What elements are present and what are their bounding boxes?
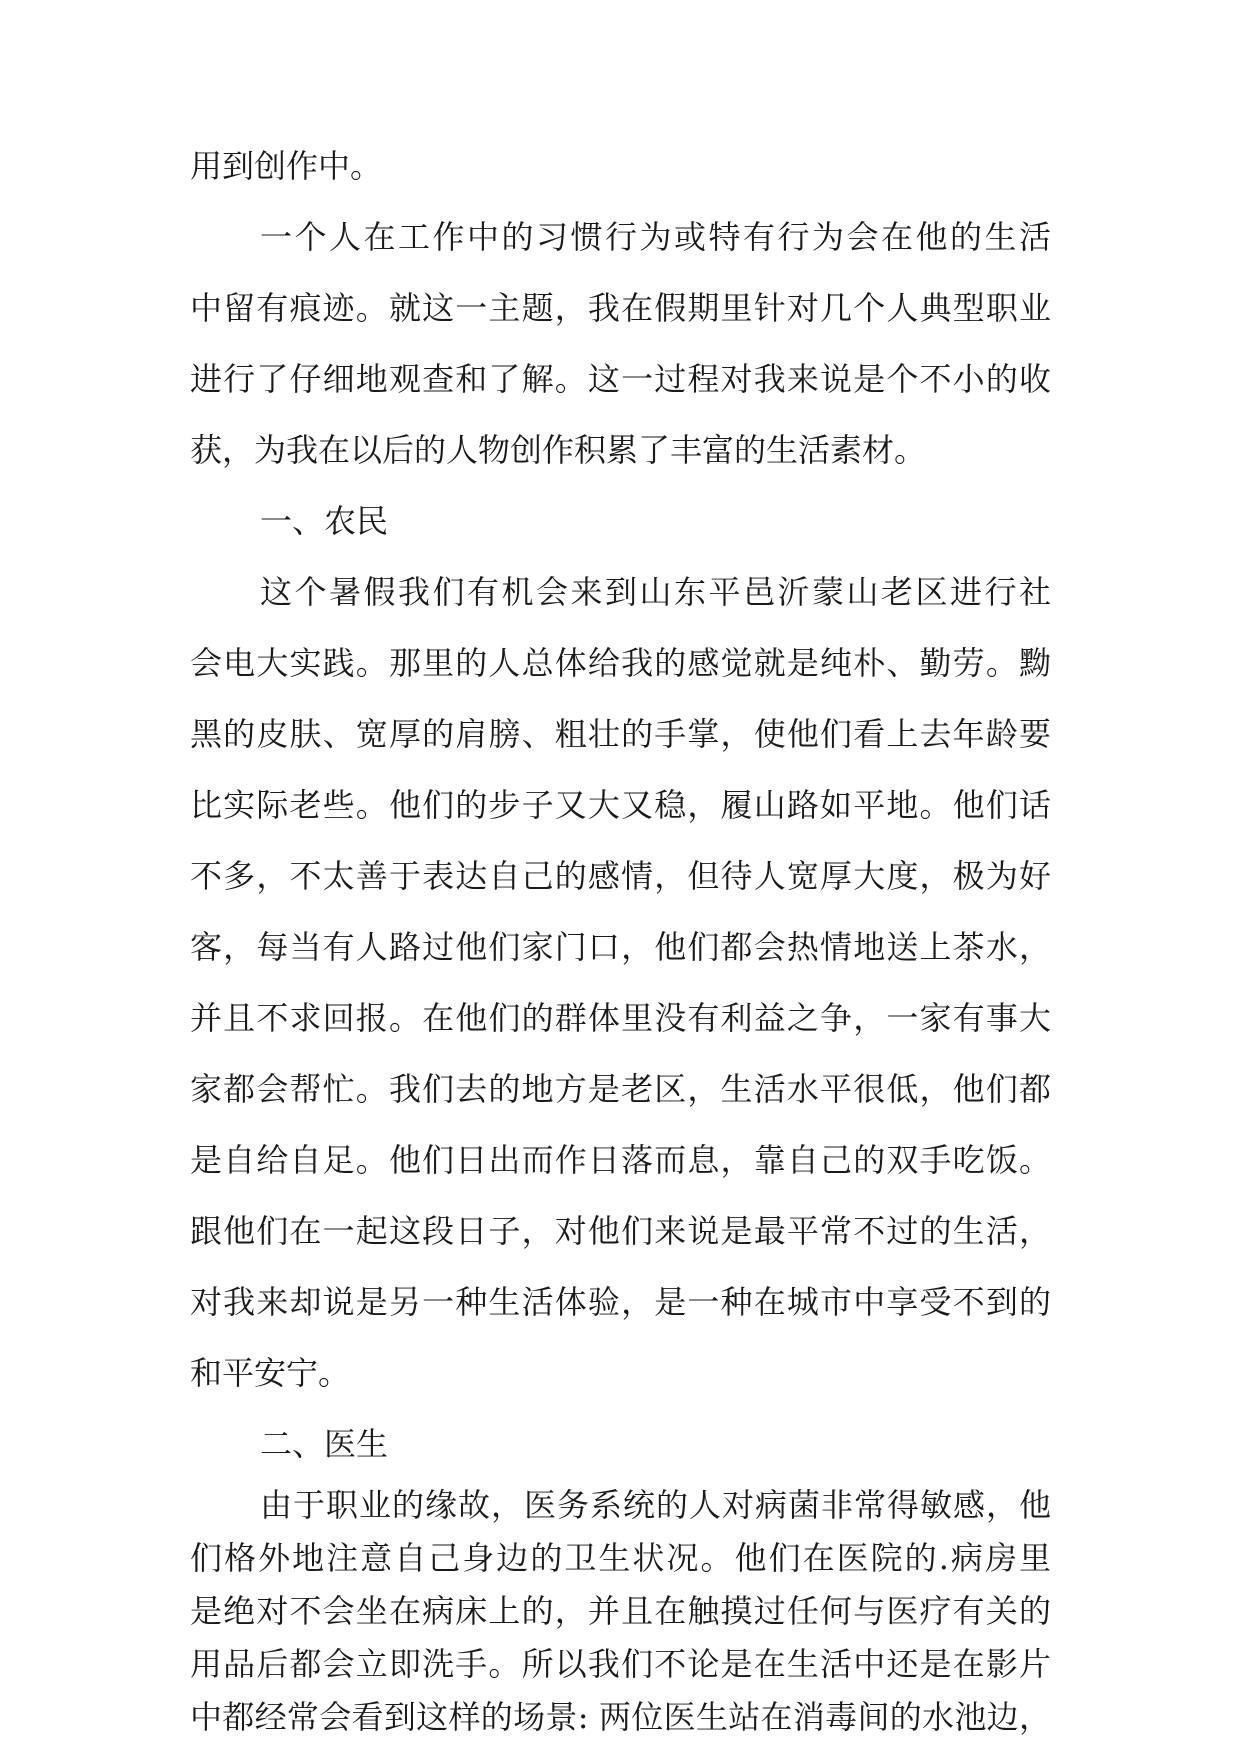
paragraph-line: 一个人在工作中的习惯行为或特有行为会在他的生活 (260, 218, 1051, 256)
paragraph-line: 比实际老些。他们的步子又大又稳，履山路如平地。他们话 (190, 786, 1051, 824)
paragraph-line: 是绝对不会坐在病床上的，并且在触摸过任何与医疗有关的 (190, 1592, 1051, 1630)
paragraph-line: 不多，不太善于表达自己的感情，但待人宽厚大度，极为好 (190, 857, 1051, 895)
paragraph-line: 用品后都会立即洗手。所以我们不论是在生活中还是在影片 (190, 1645, 1051, 1683)
paragraph-line: 家都会帮忙。我们去的地方是老区，生活水平很低，他们都 (190, 1070, 1051, 1108)
paragraph-line: 中留有痕迹。就这一主题，我在假期里针对几个人典型职业 (190, 289, 1051, 327)
paragraph-line: 并且不求回报。在他们的群体里没有利益之争，一家有事大 (190, 999, 1051, 1037)
paragraph-line: 进行了仔细地观查和了解。这一过程对我来说是个不小的收 (190, 360, 1051, 398)
section-heading: 二、医生 (260, 1425, 389, 1463)
paragraph-line: 对我来却说是另一种生活体验，是一种在城市中享受不到的 (190, 1283, 1051, 1321)
paragraph-line: 是自给自足。他们日出而作日落而息，靠自己的双手吃饭。 (190, 1141, 1051, 1179)
paragraph-line: 和平安宁。 (190, 1354, 351, 1392)
paragraph-line: 由于职业的缘故，医务系统的人对病菌非常得敏感，他 (260, 1486, 1051, 1524)
paragraph-line: 获，为我在以后的人物创作积累了丰富的生活素材。 (190, 431, 927, 469)
paragraph-line: 黑的皮肤、宽厚的肩膀、粗壮的手掌，使他们看上去年龄要 (190, 715, 1051, 753)
paragraph-line: 中都经常会看到这样的场景: 两位医生站在消毒间的水池边， (190, 1698, 1051, 1736)
paragraph-line: 们格外地注意自己身边的卫生状况。他们在医院的.病房里 (190, 1539, 1051, 1577)
paragraph-line: 客，每当有人路过他们家门口，他们都会热情地送上茶水， (190, 928, 1051, 966)
section-heading: 一、农民 (260, 502, 389, 540)
paragraph-line: 用到创作中。 (190, 147, 383, 185)
paragraph-line: 会电大实践。那里的人总体给我的感觉就是纯朴、勤劳。黝 (190, 644, 1051, 682)
paragraph-line: 这个暑假我们有机会来到山东平邑沂蒙山老区进行社 (260, 573, 1051, 611)
paragraph-line: 跟他们在一起这段日子，对他们来说是最平常不过的生活， (190, 1212, 1051, 1250)
